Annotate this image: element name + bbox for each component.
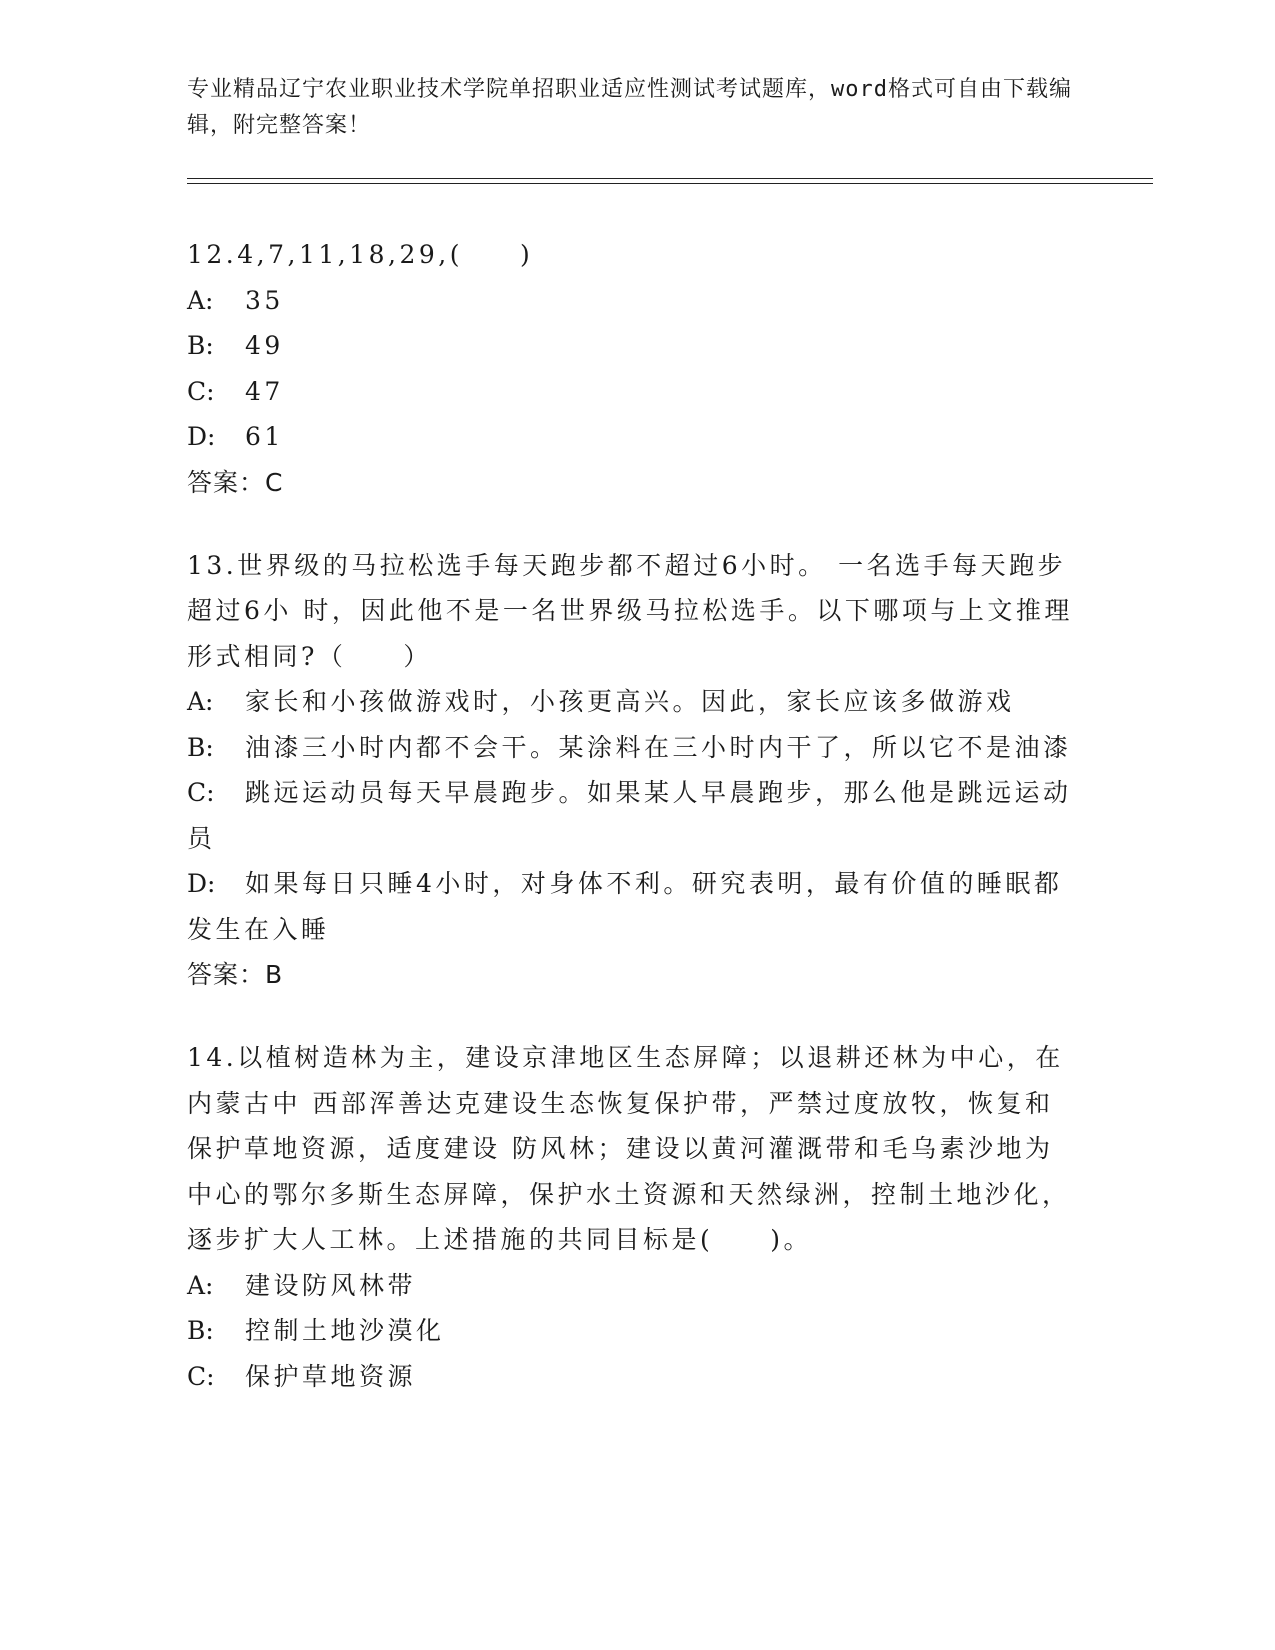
option-list bbox=[187, 278, 1077, 460]
option-text: 如果每日只睡4小时，对身体不利。研究表明，最有价值的睡眠都发生在入睡 bbox=[187, 869, 1063, 944]
answer-line bbox=[187, 460, 1077, 505]
option-letter: A: bbox=[187, 285, 214, 315]
option-letter: D: bbox=[187, 422, 216, 451]
header-divider-top bbox=[187, 178, 1153, 179]
option-text: 61 bbox=[245, 422, 284, 451]
answer-value: C bbox=[265, 467, 284, 497]
option-b bbox=[187, 323, 1077, 369]
question-stem: 14.以植树造林为主，建设京津地区生态屏障；以退耕还林为中心，在内蒙古中 西部浑善达克建设生态恢复保护带，严禁过度放牧，恢复和保护草地资源，适度建设 防风林；建设以黄河灌溉带和毛乌素沙地为中心的鄂尔多斯生态屏障，保护水土资源和天然绿洲，控制土地沙化，逐步扩大人工林。上述措施的共同目标是( )。 bbox=[187, 1043, 1071, 1254]
option-letter: B: bbox=[187, 1316, 214, 1345]
answer-label: 答案： bbox=[187, 467, 266, 497]
question-14 bbox=[187, 1035, 1077, 1399]
question-13 bbox=[187, 543, 1077, 998]
option-text: 家长和小孩做游戏时，小孩更高兴。因此，家长应该多做游戏 bbox=[245, 687, 1015, 716]
option-d bbox=[187, 861, 1077, 952]
option-text: 控制土地沙漠化 bbox=[245, 1316, 445, 1345]
option-letter: C: bbox=[187, 376, 215, 406]
option-list bbox=[187, 679, 1077, 952]
option-b bbox=[187, 1308, 1077, 1354]
option-a bbox=[187, 1263, 1077, 1309]
option-letter: C: bbox=[187, 778, 215, 807]
question-list bbox=[187, 232, 1077, 1423]
option-letter: B: bbox=[187, 331, 214, 360]
option-letter: B: bbox=[187, 732, 214, 762]
option-c bbox=[187, 369, 1077, 415]
option-text: 保护草地资源 bbox=[245, 1361, 417, 1391]
answer-label: 答案： bbox=[187, 960, 266, 989]
option-text: 跳远运动员每天早晨跑步。如果某人早晨跑步，那么他是跳远运动员 bbox=[187, 778, 1072, 853]
option-text: 49 bbox=[245, 331, 284, 360]
option-text: 35 bbox=[245, 285, 284, 315]
option-text: 油漆三小时内都不会干。某涂料在三小时内干了，所以它不是油漆 bbox=[245, 732, 1072, 762]
question-stem: 12.4,7,11,18,29,( ) bbox=[187, 240, 534, 269]
option-a bbox=[187, 278, 1077, 324]
option-letter: A: bbox=[187, 687, 214, 716]
option-c bbox=[187, 1354, 1077, 1400]
option-c bbox=[187, 770, 1077, 861]
option-b bbox=[187, 725, 1077, 771]
answer-line bbox=[187, 952, 1077, 997]
header-divider-bottom bbox=[187, 183, 1153, 184]
option-list bbox=[187, 1263, 1077, 1400]
document-header: 专业精品辽宁农业职业技术学院单招职业适应性测试考试题库，word格式可自由下载编辑，附完整答案！ bbox=[187, 77, 1072, 138]
answer-value: B bbox=[265, 960, 284, 989]
question-12 bbox=[187, 232, 1077, 505]
option-letter: A: bbox=[187, 1270, 214, 1300]
option-letter: C: bbox=[187, 1361, 215, 1391]
question-stem: 13.世界级的马拉松选手每天跑步都不超过6小时。 一名选手每天跑步超过6小 时，因此他不是一名世界级马拉松选手。以下哪项与上文推理形式相同?（ ） bbox=[187, 550, 1073, 671]
option-letter: D: bbox=[187, 869, 216, 898]
option-a bbox=[187, 679, 1077, 725]
option-text: 47 bbox=[245, 376, 284, 406]
option-text: 建设防风林带 bbox=[245, 1270, 417, 1300]
option-d bbox=[187, 414, 1077, 460]
